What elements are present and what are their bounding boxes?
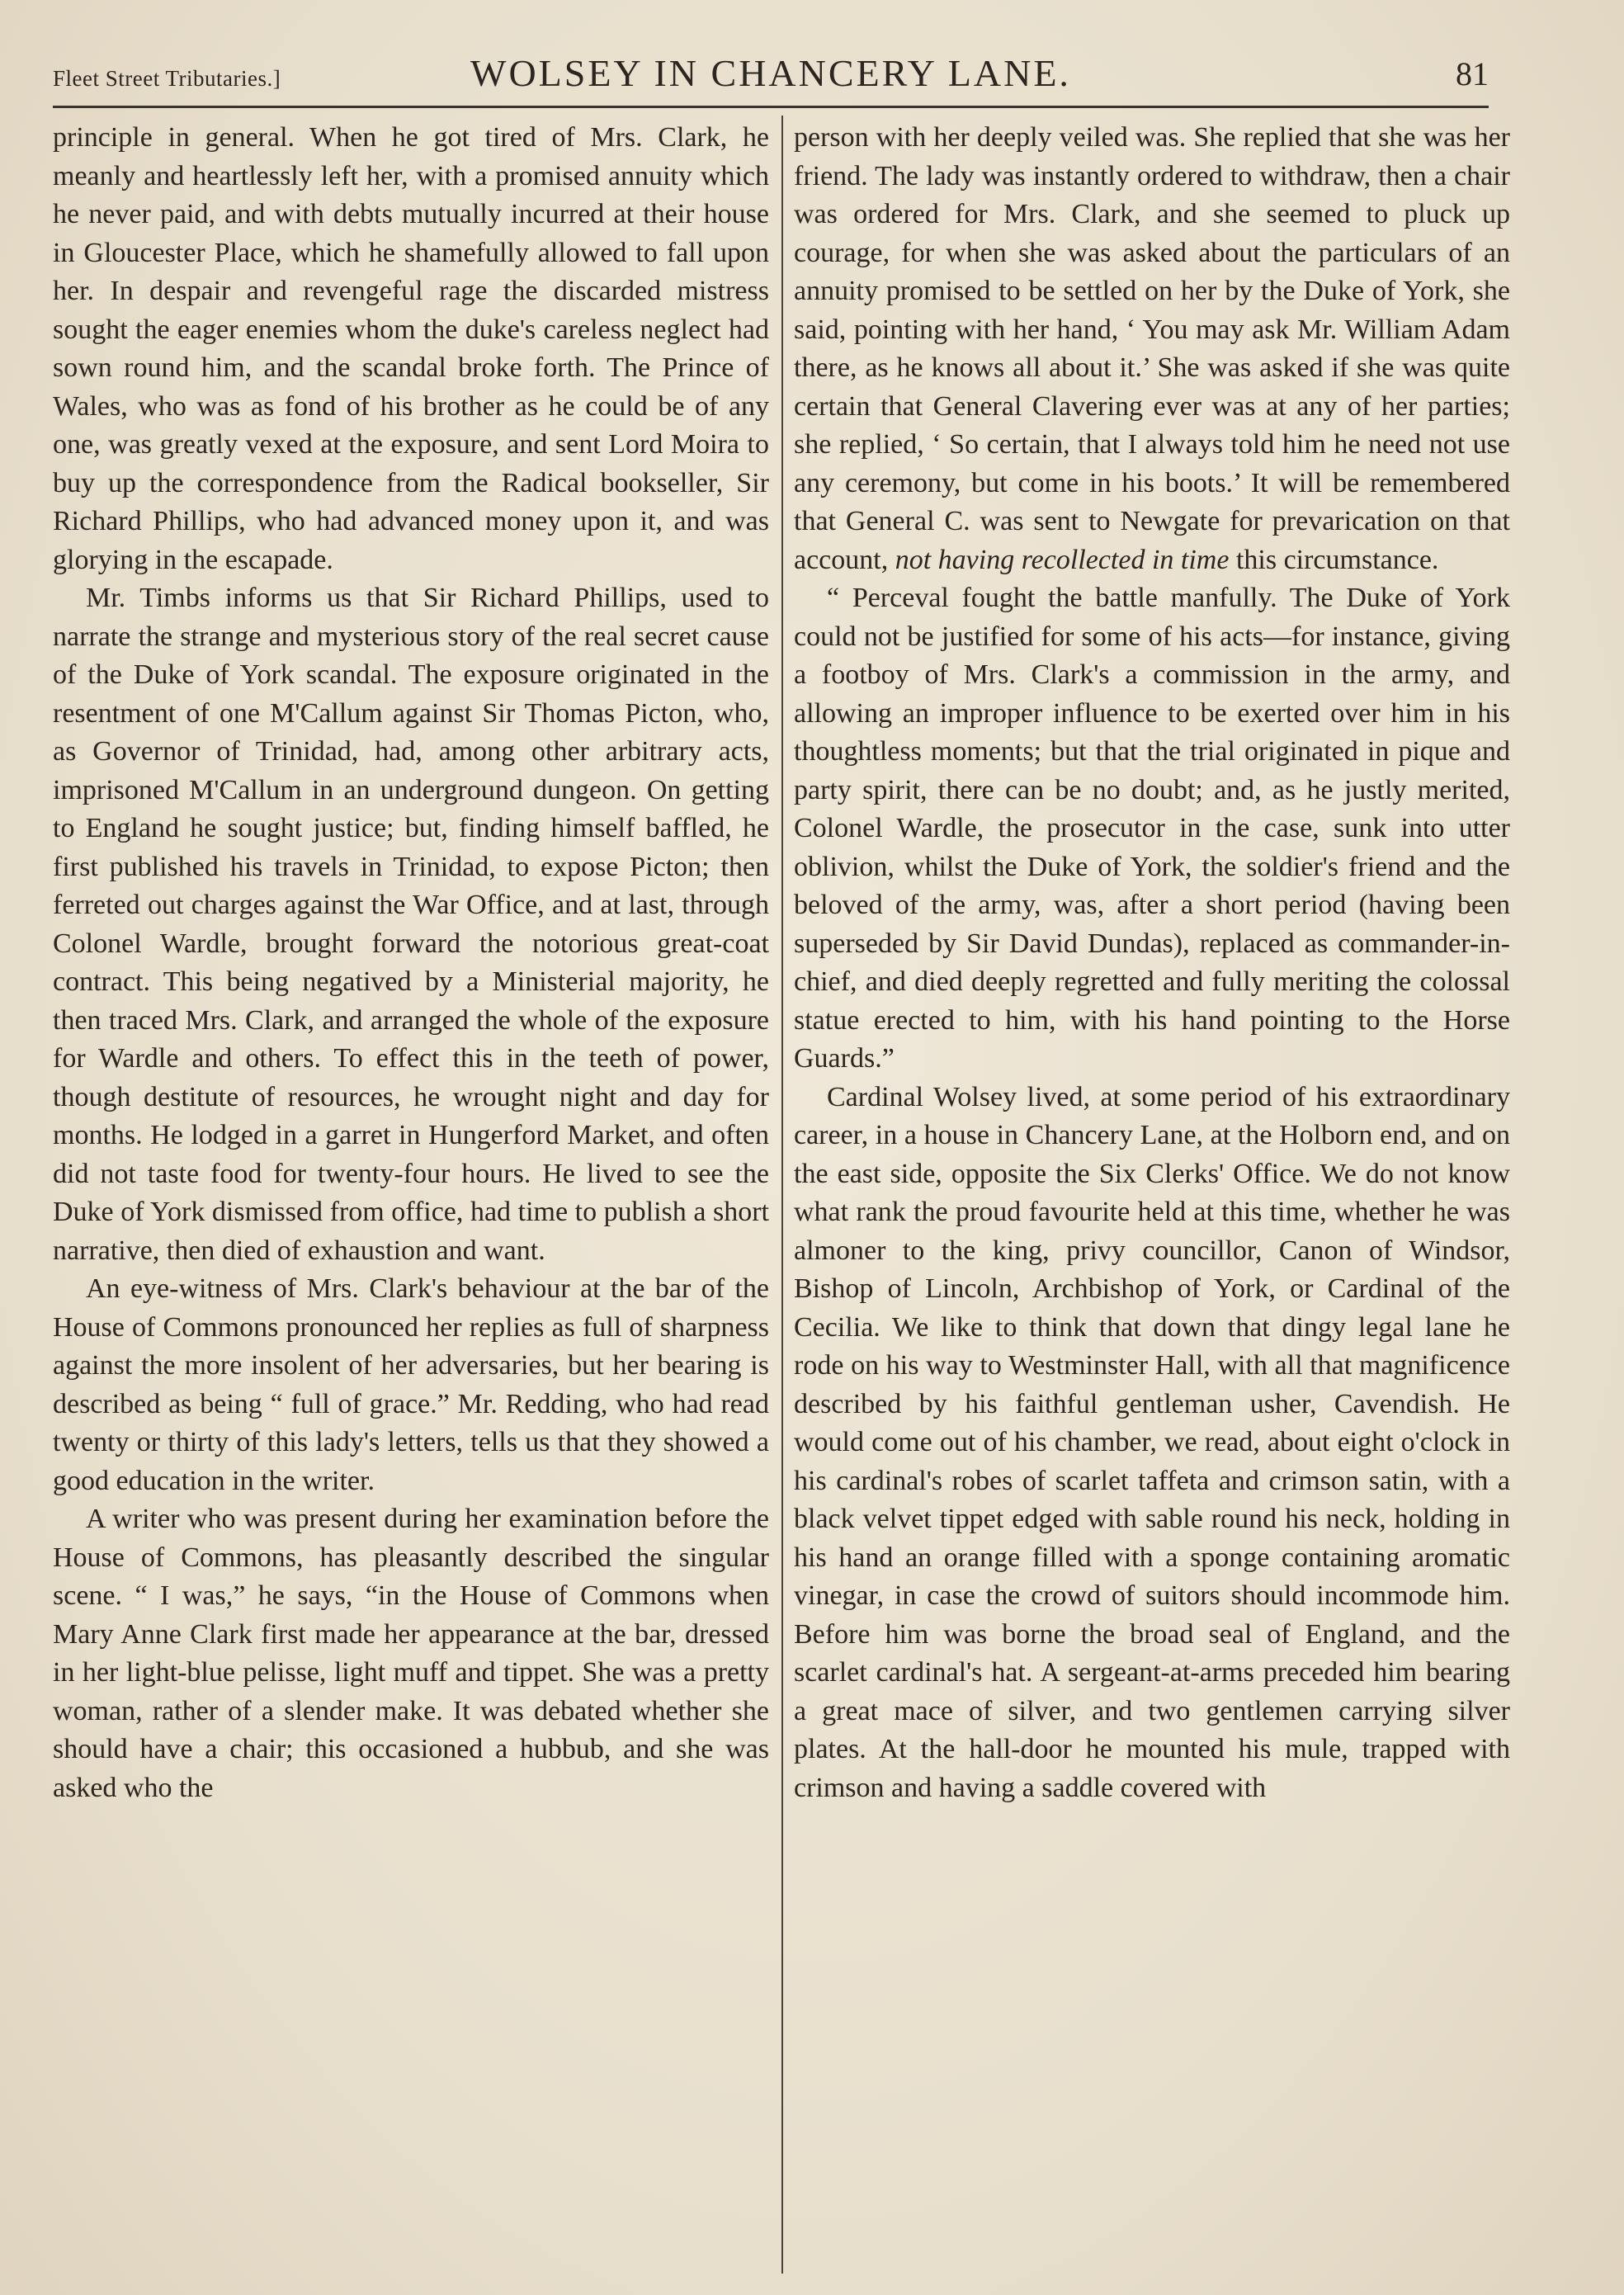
paragraph bbox=[794, 119, 1510, 579]
paragraph-text-end: this circumstance. bbox=[1235, 544, 1439, 575]
italic-phrase: not having recollected in time bbox=[895, 544, 1230, 575]
paragraph: An eye-witness of Mrs. Clark's behaviour at the bar of the House of Commons pronounced her replies as full of sharpness against the more insolent of her adversaries, but her bearing is described as being “ full of grace.” Mr. Redding, who had read twenty or thirty of this lady's letters, tells us that they showed a good education in the writer. bbox=[53, 1273, 769, 1496]
page-header bbox=[53, 48, 1489, 106]
paragraph: principle in general. When he got tired of Mrs. Clark, he meanly and heartlessly left her, with a promised annuity which he never paid, and with debts mutually incurred at their house in Gloucester Place, which he shamefully allowed to fall upon her. In despair and revengeful rage the discarded mistress sought the eager enemies whom the duke's careless neglect had sown round him, and the scandal broke forth. The Prince of Wales, who was as fond of his brother as he could be of any one, was greatly vexed at the exposure, and sent Lord Moira to buy up the correspondence from the Radical bookseller, Sir Richard Phillips, who had advanced money upon it, and was glorying in the escapade. bbox=[53, 122, 769, 575]
paragraph: A writer who was present during her examination before the House of Commons, has pleasantly described the singular scene. “ I was,” he says, “in the House of Commons when Mary Anne Clark first made her appearance at the bar, dressed in her light-blue pelisse, light muff and tippet. She was a pretty woman, rather of a slender make. It was debated whether she should have a chair; this occasioned a hubbub, and she was asked who the bbox=[53, 1504, 769, 1803]
paragraph-text: person with her deeply veiled was. She replied that she was her friend. The lady was instantly ordered to withdraw, then a chair was ordered for Mrs. Clark, and she seemed to pluck up courage, for when she was asked about the particulars of an annuity promised to be settled on her by the Duke of York, she said, pointing with her hand, ‘ You may ask Mr. William Adam there, as he knows all about it.’ She was asked if she was quite certain that General Clavering ever was at any of her parties; she replied, ‘ So certain, that I always told him he need not use any ceremony, but come in his boots.’ It will be remembered that General C. was sent to Newgate for prevarication on that account, bbox=[794, 122, 1510, 575]
column-divider bbox=[781, 116, 783, 2274]
running-title: WOLSEY IN CHANCERY LANE. bbox=[470, 52, 1071, 94]
header-rule bbox=[53, 106, 1489, 108]
page-number: 81 bbox=[1456, 55, 1489, 92]
paragraph: Cardinal Wolsey lived, at some period of his extraordinary career, in a house in Chancery Lane, at the Holborn end, and on the east side, opposite the Six Clerks' Office. We do not know what rank the proud favourite held at this time, whether he was almoner to the king, privy councillor, Canon of Windsor, Bishop of Lincoln, Archbishop of York, or Cardinal of the Cecilia. We like to think that down that dingy legal lane he rode on his way to Westminster Hall, with all that magnificence described by his faithful gentleman usher, Cavendish. He would come out of his chamber, we read, about eight o'clock in his cardinal's robes of scarlet taffeta and crimson satin, with a black velvet tippet edged with sable round his neck, holding in his hand an orange filled with a sponge containing aromatic vinegar, in case the crowd of suitors should incommode him. Before him was borne the broad seal of England, and the scarlet cardinal's hat. A sergeant-at-arms preceded him bearing a great mace of silver, and two gentlemen carrying silver plates. At the hall-door he mounted his mule, trapped with crimson and having a saddle covered with bbox=[794, 1081, 1510, 1803]
running-head-left: Fleet Street Tributaries.] bbox=[53, 66, 281, 91]
paragraph: Mr. Timbs informs us that Sir Richard Phillips, used to narrate the strange and mysterious story of the real secret cause of the Duke of York scandal. The exposure originated in the resentment of one M'Callum against Sir Thomas Picton, who, as Governor of Trinidad, had, among other arbitrary acts, imprisoned M'Callum in an underground dungeon. On getting to England he sought justice; but, finding himself baffled, he first published his travels in Trinidad, to expose Picton; then ferreted out charges against the War Office, and at last, through Colonel Wardle, brought forward the notorious great-coat contract. This being negatived by a Ministerial majority, he then traced Mrs. Clark, and arranged the whole of the exposure for Wardle and others. To effect this in the teeth of power, though destitute of resources, he wrought night and day for months. He lodged in a garret in Hungerford Market, and often did not taste food for twenty-four hours. He lived to see the Duke of York dismissed from office, had time to publish a short narrative, then died of exhaustion and want. bbox=[53, 583, 769, 1266]
paragraph: “ Perceval fought the battle manfully. The Duke of York could not be justified for some of his acts—for instance, giving a footboy of Mrs. Clark's a commission in the army, and allowing an improper influence to be exerted over him in his thoughtless moments; but that the trial originated in pique and party spirit, there can be no doubt; and, as he justly merited, Colonel Wardle, the prosecutor in the case, sunk into utter oblivion, whilst the Duke of York, the soldier's friend and the beloved of the army, was, after a short period (having been superseded by Sir David Dundas), replaced as commander-in-chief, and died deeply regretted and fully meriting the colossal statue erected to him, with his hand pointing to the Horse Guards.” bbox=[794, 583, 1510, 1074]
right-column bbox=[794, 119, 1510, 1807]
left-column bbox=[53, 119, 769, 1807]
